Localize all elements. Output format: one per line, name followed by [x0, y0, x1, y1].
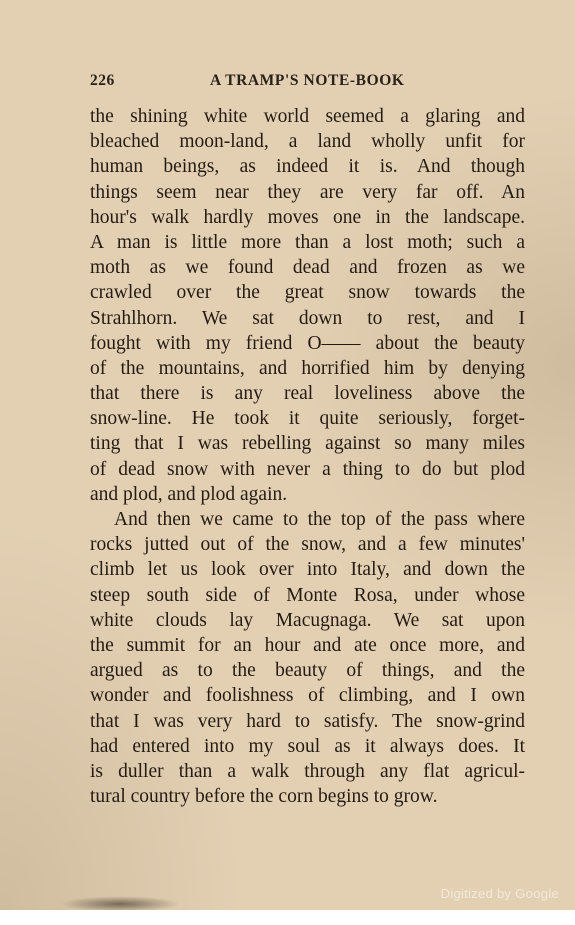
text-line: moth as we found dead and frozen as we	[90, 257, 525, 279]
text-line: fought with my friend O—— about the beauty	[90, 332, 525, 354]
text-line: bleached moon-land, a land wholly unfit for	[90, 131, 525, 153]
text-line: the shining white world seemed a glaring and	[90, 106, 525, 127]
text-line: that there is any real loveliness above the	[90, 383, 525, 405]
text-line: ting that I was rebelling against so many miles	[90, 433, 525, 455]
page-bottom-margin	[0, 910, 575, 925]
text-line: of dead snow with never a thing to do but plod	[90, 458, 525, 480]
text-line: climb let us look over into Italy, and down the	[90, 559, 525, 581]
text-line: wonder and foolishness of climbing, and I own	[90, 685, 525, 707]
text-line: steep south side of Monte Rosa, under whose	[90, 584, 525, 606]
text-line: tural country before the corn begins to grow.	[90, 786, 438, 808]
text-line: human beings, as indeed it is. And though	[90, 156, 525, 178]
digitization-watermark: Digitized by Google	[440, 886, 559, 901]
running-title: A TRAMP'S NOTE-BOOK	[210, 72, 405, 89]
text-line: that I was very hard to satisfy. The snow-grind	[90, 710, 525, 732]
page-body	[90, 104, 525, 809]
text-line: A man is little more than a lost moth; such a	[90, 231, 525, 253]
paragraph-2	[90, 507, 525, 809]
text-line: and plod, and plod again.	[90, 483, 288, 505]
text-line: the summit for an hour and ate once more, and	[90, 634, 525, 656]
text-line: hour's walk hardly moves one in the landscape.	[90, 206, 525, 228]
text-line: crawled over the great snow towards the	[90, 282, 525, 304]
text-line: is duller than a walk through any flat agricul-	[90, 760, 525, 782]
paragraph-1	[90, 104, 525, 507]
text-line: And then we came to the top of the pass where	[114, 509, 525, 530]
page-number: 226	[90, 72, 115, 89]
page-header	[90, 72, 525, 94]
text-line: argued as to the beauty of things, and the	[90, 660, 525, 682]
text-line: white clouds lay Macugnaga. We sat upon	[90, 609, 525, 631]
text-line: had entered into my soul as it always does. It	[90, 735, 525, 757]
text-line: snow-line. He took it quite seriously, forget-	[90, 408, 525, 430]
text-line: things seem near they are very far off. An	[90, 181, 525, 203]
text-line: of the mountains, and horrified him by denying	[90, 357, 525, 379]
text-line: rocks jutted out of the snow, and a few minutes'	[90, 534, 525, 556]
text-line: Strahlhorn. We sat down to rest, and I	[90, 307, 525, 329]
